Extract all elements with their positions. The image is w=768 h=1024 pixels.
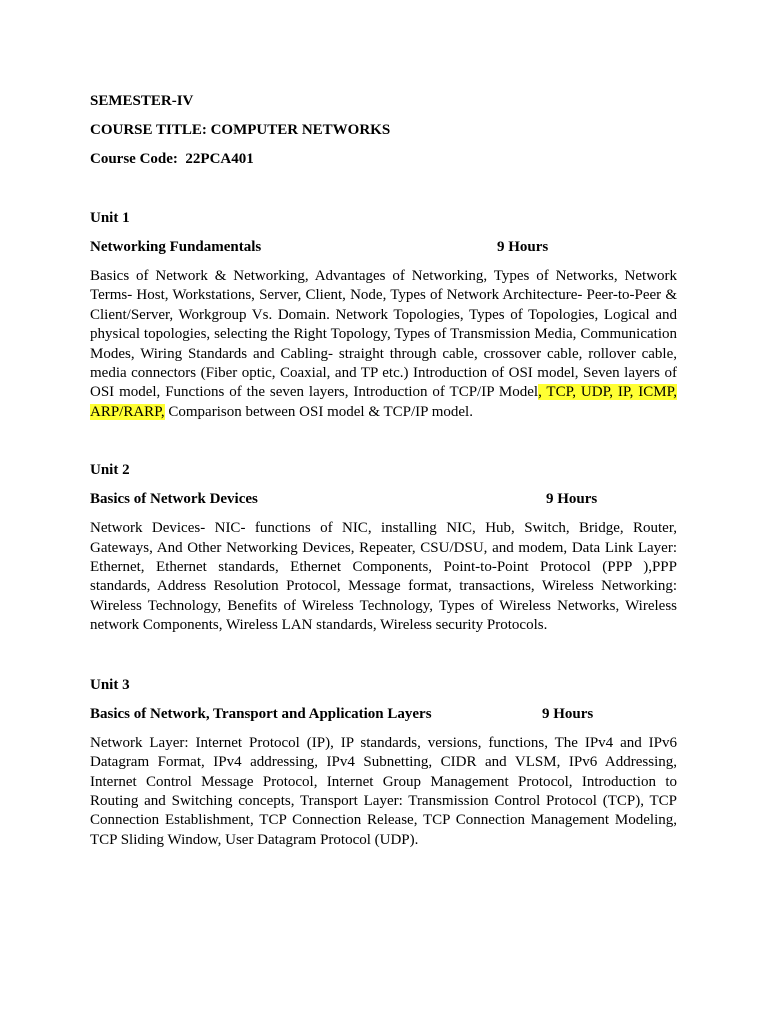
unit-1-title: Networking Fundamentals [90, 239, 262, 255]
unit-3-hours: 9 Hours [542, 705, 594, 722]
unit-2-description: Network Devices- NIC- functions of NIC, installing NIC, Hub, Switch, Bridge, Router, Gateways, And Other Networking Devices, Repeater, CSU/DSU, and modem, Data Link Layer: Ethernet, Ethernet standards, Ethernet Components, Point-to-Point Protocol (PPP ),PPP standards, Address Resolution Protocol, Message format, transactions, Wireless Networking: Wireless Technology, Benefits of Wireless Technology, Types of Wireless Networks, Wireless network Components, Wireless LAN standards, Wireless security Protocols. [90, 520, 677, 634]
course-code: Course Code: 22PCA401 [90, 151, 254, 167]
unit-2-title: Basics of Network Devices [90, 491, 258, 508]
unit-2-label: Unit 2 [90, 462, 130, 479]
semester-heading: SEMESTER-IV [90, 93, 194, 109]
unit-1-label: Unit 1 [90, 210, 130, 226]
unit-1-description-end: Comparison between OSI model & TCP/IP model. [164, 403, 473, 420]
unit-1-hours: 9 Hours [497, 239, 549, 255]
unit-3-description: Network Layer: Internet Protocol (IP), IP standards, versions, functions, The IPv4 and IPv6 Datagram Format, IPv4 addressing, IPv4 Subnetting, CIDR and VLSM, IPv6 Addressing, Internet Control Message Protocol, Internet Group Management Protocol, Introduction to Routing and Switching concepts, Transport Layer: Transmission Control Protocol (TCP), TCP Connection Establishment, TCP Connection Release, TCP Connection Management Modeling, TCP Sliding Window, User Datagram Protocol (UDP). [90, 734, 677, 848]
unit-2-heading [90, 490, 677, 509]
unit-1-description-text: Basics of Network & Networking, Advantages of Networking, Types of Networks, Network Terms- Host, Workstations, Server, Client, Node, Types of Network Architecture- Peer-to-Peer & Client/Server, Workgroup Vs. Domain. Network Topologies, Types of Topologies, Logical and physical topologies, selecting the Right Topology, Types of Transmission Media, Communication Modes, Wiring Standards and Cabling- straight through cable, crossover cable, rollover cable, media connectors (Fiber optic, Coaxial, and TP etc.) Introduction of OSI model, Seven layers of OSI model, Functions of the seven layers, Introduction of TCP/IP Model [90, 268, 677, 401]
unit-3-heading [90, 705, 677, 724]
unit-1-description [90, 267, 677, 422]
unit-3-label: Unit 3 [90, 676, 130, 693]
course-title: COURSE TITLE: COMPUTER NETWORKS [90, 122, 391, 138]
unit-1-highlighted-text: , TCP, UDP, IP, ICMP, ARP/RARP, [90, 384, 677, 420]
syllabus-content [90, 92, 677, 850]
unit-2-hours: 9 Hours [546, 491, 598, 508]
unit-3-title: Basics of Network, Transport and Application Layers [90, 705, 432, 722]
unit-1-heading [90, 238, 677, 257]
